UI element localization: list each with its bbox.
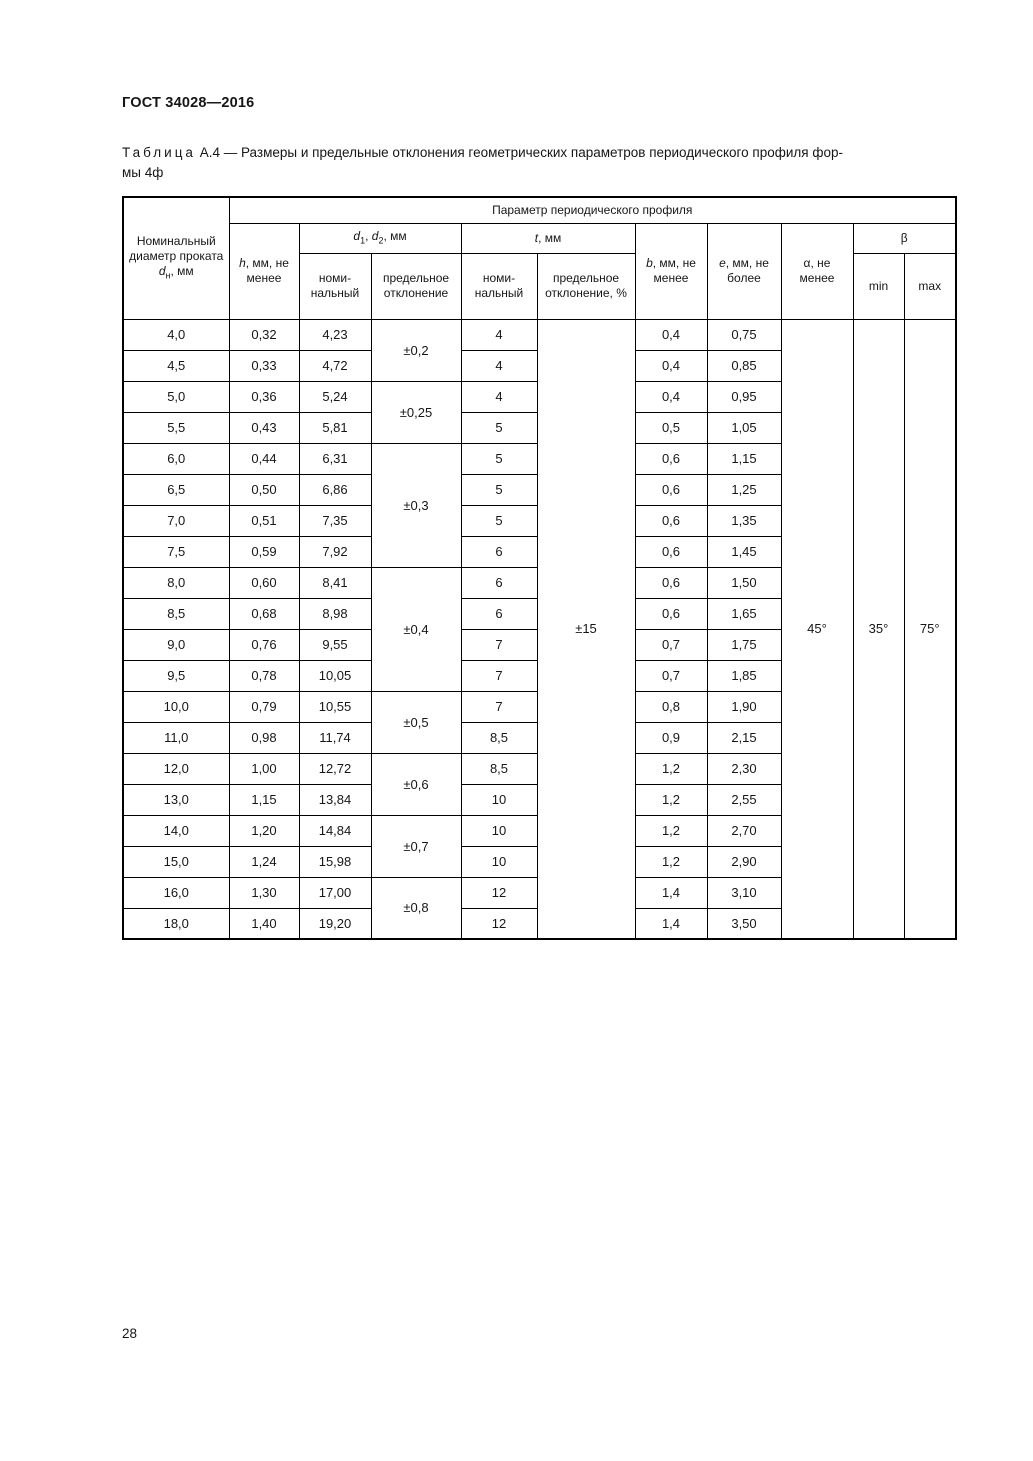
cell-d-nominal: 11,74: [299, 722, 371, 753]
cell-diameter: 13,0: [123, 784, 229, 815]
cell-d-nominal: 17,00: [299, 877, 371, 908]
cell-e: 3,50: [707, 908, 781, 939]
cell-d-nominal: 4,23: [299, 319, 371, 350]
col-header-d-deviation: предельное отклонение: [371, 253, 461, 319]
cell-diameter: 6,5: [123, 474, 229, 505]
cell-t-nominal: 5: [461, 474, 537, 505]
cell-b: 0,6: [635, 505, 707, 536]
cell-b: 0,5: [635, 412, 707, 443]
cell-b: 0,7: [635, 629, 707, 660]
cell-t-nominal: 12: [461, 877, 537, 908]
cell-t-nominal: 5: [461, 443, 537, 474]
col-header-t: [461, 223, 635, 253]
cell-e: 3,10: [707, 877, 781, 908]
cell-h: 1,30: [229, 877, 299, 908]
cell-b: 1,4: [635, 908, 707, 939]
cell-t-nominal: 10: [461, 784, 537, 815]
col-header-e-text: , мм, не более: [725, 256, 769, 285]
cell-d-nominal: 19,20: [299, 908, 371, 939]
col-header-beta-min: min: [853, 253, 904, 319]
col-header-t-unit: , мм: [538, 230, 562, 245]
cell-t-nominal: 7: [461, 629, 537, 660]
cell-d-nominal: 7,92: [299, 536, 371, 567]
table-caption-label: Таблица: [122, 145, 196, 160]
col-header-diameter-symbol: d: [158, 264, 166, 279]
cell-d-nominal: 4,72: [299, 350, 371, 381]
col-header-b-text: , мм, не менее: [652, 256, 696, 285]
cell-beta-min: 35°: [853, 319, 904, 939]
cell-alpha: 45°: [781, 319, 853, 939]
cell-b: 0,4: [635, 350, 707, 381]
cell-b: 0,4: [635, 319, 707, 350]
cell-b: 0,6: [635, 443, 707, 474]
cell-t-nominal: 4: [461, 381, 537, 412]
cell-diameter: 4,5: [123, 350, 229, 381]
cell-e: 2,70: [707, 815, 781, 846]
cell-d-nominal: 5,24: [299, 381, 371, 412]
cell-h: 0,68: [229, 598, 299, 629]
col-header-d2-subscript: 2: [378, 235, 384, 246]
col-header-d1-symbol: d: [353, 229, 361, 244]
col-header-d1-subscript: 1: [360, 235, 366, 246]
cell-h: 0,44: [229, 443, 299, 474]
col-header-diameter-text: Номинальный диаметр проката: [129, 234, 224, 264]
table-body: [123, 319, 956, 939]
cell-d-nominal: 13,84: [299, 784, 371, 815]
cell-b: 1,2: [635, 753, 707, 784]
cell-diameter: 8,0: [123, 567, 229, 598]
cell-diameter: 4,0: [123, 319, 229, 350]
cell-e: 2,90: [707, 846, 781, 877]
col-header-beta: β: [853, 223, 956, 253]
cell-d-nominal: 6,31: [299, 443, 371, 474]
cell-t-nominal: 6: [461, 536, 537, 567]
cell-d-nominal: 12,72: [299, 753, 371, 784]
cell-h: 1,00: [229, 753, 299, 784]
cell-h: 0,32: [229, 319, 299, 350]
cell-t-nominal: 10: [461, 846, 537, 877]
cell-t-nominal: 5: [461, 505, 537, 536]
col-header-d-nominal: номинальный: [299, 253, 371, 319]
table-row: [123, 319, 956, 350]
col-header-b-symbol: b: [646, 256, 653, 270]
col-header-t-nominal: номинальный: [461, 253, 537, 319]
document-header: ГОСТ 34028—2016: [122, 95, 255, 111]
cell-diameter: 16,0: [123, 877, 229, 908]
cell-diameter: 11,0: [123, 722, 229, 753]
cell-diameter: 9,5: [123, 660, 229, 691]
cell-e: 1,05: [707, 412, 781, 443]
cell-h: 0,98: [229, 722, 299, 753]
table-caption-text-line1: — Размеры и предельные отклонения геометрических параметров периодического профиля фор-: [223, 145, 843, 160]
cell-e: 0,85: [707, 350, 781, 381]
cell-h: 0,79: [229, 691, 299, 722]
cell-e: 1,45: [707, 536, 781, 567]
col-header-d-unit: , мм: [383, 229, 407, 244]
cell-b: 1,4: [635, 877, 707, 908]
cell-h: 0,60: [229, 567, 299, 598]
cell-diameter: 7,5: [123, 536, 229, 567]
cell-d-deviation: ±0,6: [371, 753, 461, 815]
cell-h: 0,33: [229, 350, 299, 381]
cell-diameter: 8,5: [123, 598, 229, 629]
cell-diameter: 12,0: [123, 753, 229, 784]
cell-e: 0,75: [707, 319, 781, 350]
col-header-d-separator: ,: [365, 229, 372, 244]
cell-e: 1,25: [707, 474, 781, 505]
cell-d-nominal: 10,05: [299, 660, 371, 691]
cell-b: 0,6: [635, 536, 707, 567]
table-caption-text-line2: мы 4ф: [122, 164, 164, 180]
cell-e: 1,85: [707, 660, 781, 691]
cell-h: 0,59: [229, 536, 299, 567]
cell-diameter: 14,0: [123, 815, 229, 846]
cell-e: 2,15: [707, 722, 781, 753]
cell-d-nominal: 8,98: [299, 598, 371, 629]
col-header-h-text: , мм, не менее: [245, 256, 289, 285]
cell-diameter: 7,0: [123, 505, 229, 536]
cell-e: 2,55: [707, 784, 781, 815]
cell-b: 1,2: [635, 815, 707, 846]
table-caption-number: А.4: [199, 145, 220, 160]
cell-e: 1,50: [707, 567, 781, 598]
cell-d-nominal: 7,35: [299, 505, 371, 536]
col-header-alpha: α, не менее: [781, 223, 853, 319]
cell-t-nominal: 12: [461, 908, 537, 939]
col-header-diameter-subscript: н: [165, 270, 171, 281]
cell-b: 0,8: [635, 691, 707, 722]
cell-b: 0,7: [635, 660, 707, 691]
cell-e: 1,75: [707, 629, 781, 660]
col-header-diameter: [123, 197, 229, 319]
col-header-e-symbol: e: [719, 256, 726, 270]
cell-d-nominal: 14,84: [299, 815, 371, 846]
cell-diameter: 6,0: [123, 443, 229, 474]
cell-d-nominal: 9,55: [299, 629, 371, 660]
cell-e: 0,95: [707, 381, 781, 412]
cell-d-nominal: 5,81: [299, 412, 371, 443]
table-caption: [122, 143, 957, 182]
col-header-t-symbol: t: [534, 230, 539, 245]
cell-e: 1,65: [707, 598, 781, 629]
cell-d-deviation: ±0,5: [371, 691, 461, 753]
cell-b: 0,6: [635, 598, 707, 629]
col-header-b: [635, 223, 707, 319]
cell-beta-max: 75°: [904, 319, 956, 939]
cell-b: 0,6: [635, 474, 707, 505]
cell-t-nominal: 10: [461, 815, 537, 846]
col-header-t-deviation: предельное отклонение, %: [537, 253, 635, 319]
cell-e: 1,90: [707, 691, 781, 722]
cell-d-deviation: ±0,2: [371, 319, 461, 381]
cell-b: 1,2: [635, 846, 707, 877]
cell-e: 1,35: [707, 505, 781, 536]
cell-d-nominal: 10,55: [299, 691, 371, 722]
cell-diameter: 10,0: [123, 691, 229, 722]
table-top-header: Параметр периодического профиля: [229, 197, 956, 223]
cell-t-nominal: 7: [461, 691, 537, 722]
cell-d-deviation: ±0,25: [371, 381, 461, 443]
cell-h: 1,24: [229, 846, 299, 877]
cell-t-nominal: 6: [461, 598, 537, 629]
cell-t-nominal: 5: [461, 412, 537, 443]
cell-d-deviation: ±0,7: [371, 815, 461, 877]
page-number: 28: [122, 1326, 138, 1341]
cell-h: 0,50: [229, 474, 299, 505]
cell-h: 1,40: [229, 908, 299, 939]
cell-b: 1,2: [635, 784, 707, 815]
cell-diameter: 5,0: [123, 381, 229, 412]
col-header-diameter-unit: , мм: [170, 264, 194, 279]
col-header-d2-symbol: d: [371, 229, 379, 244]
cell-t-nominal: 8,5: [461, 753, 537, 784]
cell-t-nominal: 7: [461, 660, 537, 691]
col-header-d1d2: [299, 223, 461, 253]
cell-d-deviation: ±0,4: [371, 567, 461, 691]
cell-diameter: 9,0: [123, 629, 229, 660]
cell-t-nominal: 8,5: [461, 722, 537, 753]
cell-h: 0,43: [229, 412, 299, 443]
cell-t-nominal: 4: [461, 350, 537, 381]
cell-d-nominal: 6,86: [299, 474, 371, 505]
cell-h: 0,76: [229, 629, 299, 660]
col-header-h: [229, 223, 299, 319]
cell-h: 0,36: [229, 381, 299, 412]
cell-diameter: 15,0: [123, 846, 229, 877]
cell-t-nominal: 6: [461, 567, 537, 598]
cell-h: 0,78: [229, 660, 299, 691]
cell-b: 0,9: [635, 722, 707, 753]
cell-h: 0,51: [229, 505, 299, 536]
cell-h: 1,15: [229, 784, 299, 815]
col-header-e: [707, 223, 781, 319]
col-header-h-symbol: h: [239, 256, 246, 270]
cell-d-deviation: ±0,3: [371, 443, 461, 567]
cell-diameter: 18,0: [123, 908, 229, 939]
col-header-beta-max: max: [904, 253, 956, 319]
cell-h: 1,20: [229, 815, 299, 846]
cell-b: 0,6: [635, 567, 707, 598]
cell-b: 0,4: [635, 381, 707, 412]
profile-parameters-table: [122, 196, 957, 940]
cell-d-deviation: ±0,8: [371, 877, 461, 939]
cell-t-nominal: 4: [461, 319, 537, 350]
cell-e: 2,30: [707, 753, 781, 784]
cell-d-nominal: 15,98: [299, 846, 371, 877]
cell-diameter: 5,5: [123, 412, 229, 443]
cell-e: 1,15: [707, 443, 781, 474]
cell-d-nominal: 8,41: [299, 567, 371, 598]
cell-t-deviation: ±15: [537, 319, 635, 939]
